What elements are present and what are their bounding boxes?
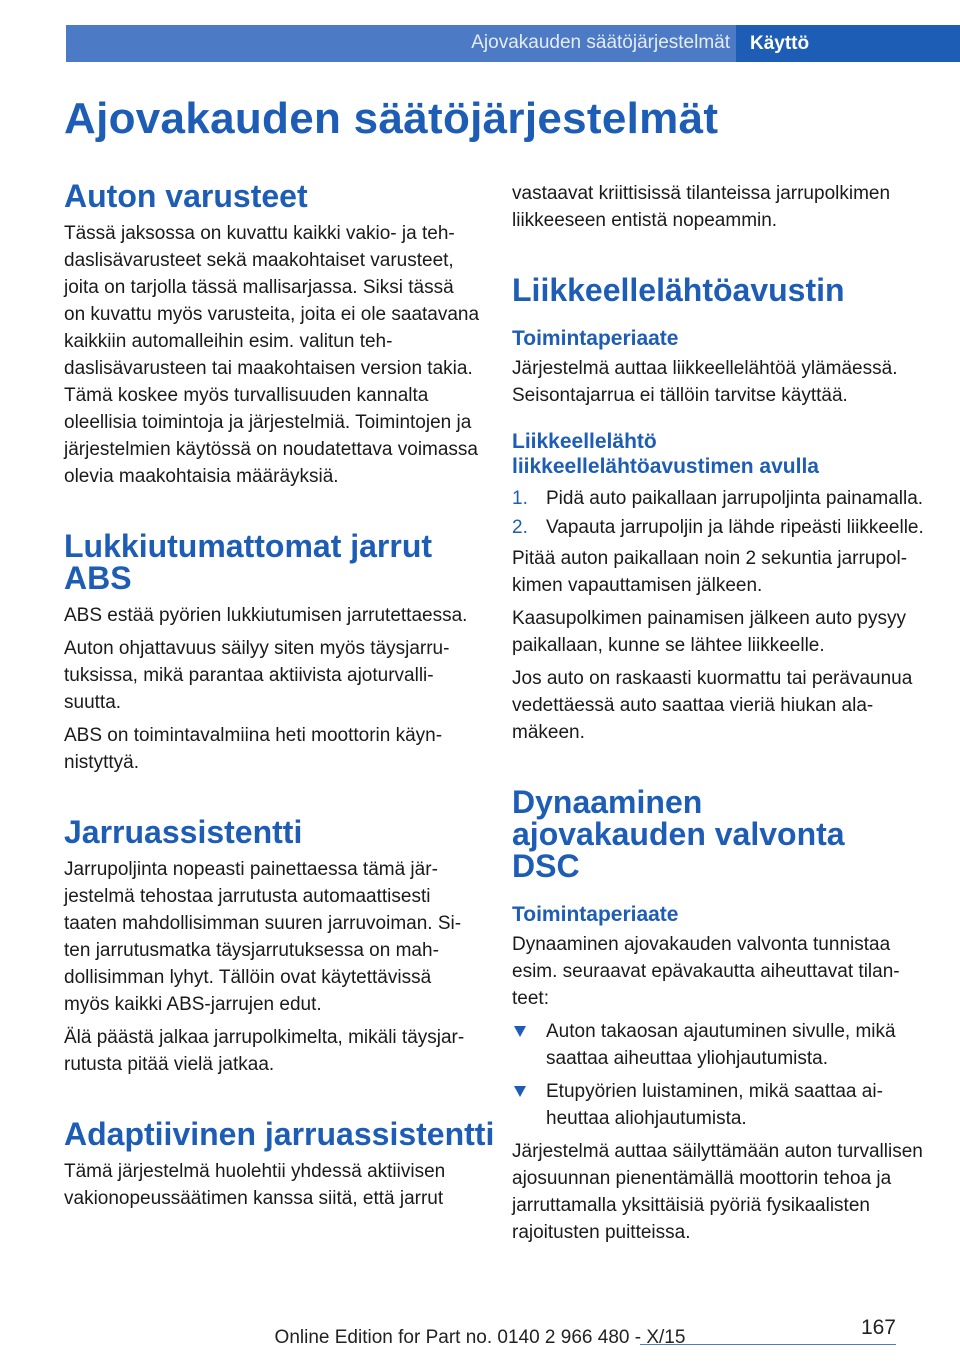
triangle-bullet-icon xyxy=(514,1026,526,1037)
triangle-bullet-icon xyxy=(514,1086,526,1097)
page-number: 167 xyxy=(860,1316,896,1339)
dsc-closing: Järjestelmä auttaa säilyttämään auton turvallisen ajosuunnan pienentämällä moottorin tehoa ja jarruttamalla yksittäisiä pyöriä fysikaalisten rajoitusten puitteissa. xyxy=(512,1141,923,1243)
heading-auton-varusteet: Auton varusteet xyxy=(64,178,308,214)
step-text: Vapauta jarrupoljin ja lähde ripeästi liikkeelle. xyxy=(546,517,924,538)
right-column xyxy=(512,180,928,1252)
liikkeellelahto-body: Järjestelmä auttaa liikkeellelähtöä ylämäessä. Seisontajarrua ei tällöin tarvitse käyttää. xyxy=(512,358,898,406)
list-item xyxy=(512,485,928,512)
abs-paragraph-2: Auton ohjattavuus säilyy siten myös täysjarrutuksissa, mikä parantaa aktiivista ajoturvallisuutta. xyxy=(64,638,450,713)
heading-abs: Lukkiutumattomat jarrut ABS xyxy=(64,528,433,596)
auton-varusteet-body: Tässä jaksossa on kuvattu kaikki vakio- ja tehdaslisävarusteet sekä maakohtaiset varusteet, joita on tarjolla tässä mallisarjassa. Siksi tässä on kuvattu myös varusteita, joita ei ole saatavana kaikkiin automalleihin esim. valitun tehdaslisävarusteen tai maakohtaisen version takia. Tämä koskee myös turvallisuuden kannalta oleellisia toimintoja ja järjestelmiä. Toimintojen ja järjestelmien käytössä on noudatettava voimassa olevia maakohtaisia määräyksiä. xyxy=(64,223,480,487)
subheading-liikkeellelahto-line-1: Liikkeellelähtö xyxy=(512,430,657,453)
steps-list xyxy=(512,485,928,541)
subheading-toimintaperiaate-2: Toimintaperiaate xyxy=(512,903,679,926)
header-section-label: Ajovakauden säätöjärjestelmät xyxy=(471,32,730,53)
heading-dsc: Dynaaminen ajovakauden valvonta DSC xyxy=(512,784,845,884)
step-number: 1. xyxy=(512,488,528,509)
footer-edition: Online Edition for Part no. 0140 2 966 480 - X/15 xyxy=(274,1327,686,1348)
bullet-text: Auton takaosan ajautuminen sivulle, mikä saattaa aiheuttaa yliohjautumista. xyxy=(546,1021,896,1069)
liikkeellelahto-paragraph-1: Pitää auton paikallaan noin 2 sekuntia jarrupolkimen vapauttamisen jälkeen. xyxy=(512,548,908,596)
liikkeellelahto-paragraph-3: Jos auto on raskaasti kuormattu tai perävaunua vedettäessä auto saattaa vieriä hiukan alamäkeen. xyxy=(512,668,913,743)
adaptiivinen-body: Tämä järjestelmä huolehtii yhdessä aktiivisen vakionopeussäätimen kanssa siitä, että jarrut xyxy=(64,1161,446,1209)
abs-paragraph-3: ABS on toimintavalmiina heti moottorin käynnistyttyä. xyxy=(64,725,443,773)
step-text: Pidä auto paikallaan jarrupoljinta painamalla. xyxy=(546,488,924,509)
jarruassistentti-paragraph-2: Älä päästä jalkaa jarrupolkimelta, mikäli täysjarrutusta pitää vielä jatkaa. xyxy=(64,1027,465,1075)
heading-adaptiivinen: Adaptiivinen jarruassistentti xyxy=(64,1116,495,1152)
step-number: 2. xyxy=(512,517,528,538)
dsc-intro: Dynaaminen ajovakauden valvonta tunnistaa esim. seuraavat epävakautta aiheuttavat tilanteet: xyxy=(512,934,900,1009)
liikkeellelahto-paragraph-2: Kaasupolkimen painamisen jälkeen auto pysyy paikallaan, kunne se lähtee liikkeelle. xyxy=(512,608,906,656)
list-item xyxy=(512,514,928,541)
jarruassistentti-paragraph-1: Jarrupoljinta nopeasti painettaessa tämä järjestelmä tehostaa jarrutusta automaattisesti taaten mahdollisimman suuren jarruvoiman. Siten jarrutusmatka täysjarrutuksessa on mahdollisimman lyhyt. Tällöin ovat käytettävissä myös kaikki ABS-jarrujen edut. xyxy=(64,859,462,1015)
subheading-liikkeellelahto-line-2: liikkeellelähtöavustimen avulla xyxy=(512,455,819,478)
left-column xyxy=(64,178,495,1218)
continuation-text: vastaavat kriittisissä tilanteissa jarrupolkimen liikkeeseen entistä nopeammin. xyxy=(512,183,891,231)
page-title: Ajovakauden säätöjärjestelmät xyxy=(64,94,719,143)
abs-paragraph-1: ABS estää pyörien lukkiutumisen jarrutettaessa. xyxy=(64,605,468,626)
heading-liikkeellelahtoavustin: Liikkeellelähtöavustin xyxy=(512,272,845,308)
subheading-toimintaperiaate-1: Toimintaperiaate xyxy=(512,327,679,350)
dsc-bullet-list xyxy=(512,1018,928,1132)
header-tab-kaytto: Käyttö xyxy=(736,25,960,62)
list-item xyxy=(512,1018,928,1072)
heading-jarruassistentti: Jarruassistentti xyxy=(64,814,303,850)
list-item xyxy=(512,1078,928,1132)
bullet-text: Etupyörien luistaminen, mikä saattaa aiheuttaa aliohjautumista. xyxy=(546,1081,883,1129)
